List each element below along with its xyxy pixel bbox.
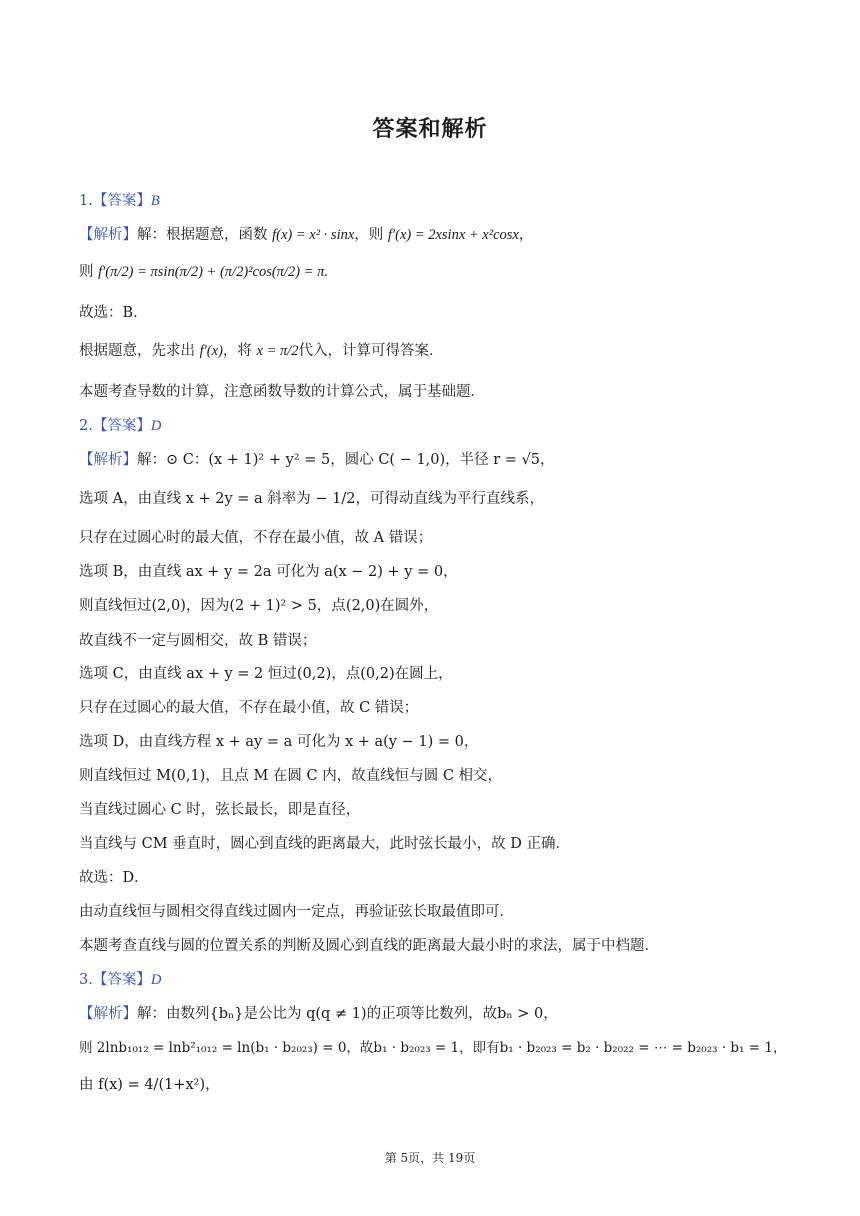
- q2-line-3: 只存在过圆心时的最大值，不存在最小值，故 A 错误；: [79, 530, 433, 546]
- q2-line-14: 由动直线恒与圆相交得直线过圆内一定点，再验证弦长取最值即可．: [79, 904, 514, 920]
- q1-choice: 故选：B．: [79, 305, 148, 321]
- q2-line-4: 选项 B，由直线 ax + y = 2a 可化为 a(x − 2) + y = 0，: [79, 564, 458, 580]
- q1-formula-x: x = π/2: [256, 343, 299, 359]
- q3-analysis-line-1: [79, 1004, 789, 1024]
- q2-answer-letter: D: [150, 418, 162, 434]
- q1-text: ，则: [354, 227, 388, 243]
- q2-line-11: 当直线过圆心 C 时，弦长最长，即是直径，: [79, 802, 361, 818]
- q1-answer-head: 1.【答案】: [79, 193, 151, 209]
- q1-text: ，: [518, 227, 534, 243]
- q1-text: 解：根据题意，函数: [137, 227, 273, 243]
- q1-analysis-tag: 【解析】: [79, 227, 137, 243]
- q1-text: ，将: [222, 343, 257, 359]
- q1-text: 根据题意，先求出: [79, 343, 200, 359]
- q3-answer-head: 3.【答案】: [79, 972, 151, 988]
- q1-answer-line: [79, 191, 789, 211]
- q1-method: [79, 341, 789, 361]
- q1-answer-letter: B: [150, 193, 160, 209]
- q3-text: 解：由数列{bₙ}是公比为 q(q ≠ 1)的正项等比数列，故bₙ > 0，: [137, 1006, 558, 1022]
- q3-answer-line: [79, 970, 789, 990]
- q2-answer-head: 2.【答案】: [79, 418, 151, 434]
- q2-text: 解：⊙ C：(x + 1)² + y² = 5，圆心 C( − 1,0)，半径 r = √5，: [137, 452, 555, 468]
- q1-text: 代入，计算可得答案．: [298, 343, 444, 359]
- q3-line-2: 则 2lnb₁₀₁₂ = lnb²₁₀₁₂ = ln(b₁ · b₂₀₂₃) = 0，故b₁ · b₂₀₂₃ = 1，即有b₁ · b₂₀₂₃ = b₂ · b₂₀₂₂ = ⋯ = b₂₀₂₃ · b₁ = 1，: [79, 1040, 787, 1056]
- q3-answer-letter: D: [150, 972, 162, 988]
- q2-line-7: 选项 C，由直线 ax + y = 2 恒过(0,2)，点(0,2)在圆上，: [79, 666, 453, 682]
- q2-line-10: 则直线恒过 M(0,1)，且点 M 在圆 C 内，故直线恒与圆 C 相交，: [79, 768, 503, 784]
- q2-analysis-line-1: [79, 450, 789, 470]
- q2-line-9: 选项 D，由直线方程 x + ay = a 可化为 x + a(y − 1) = 0，: [79, 734, 479, 750]
- q1-formula-derivative: f′(x) = 2xsinx + x²cosx: [387, 227, 519, 243]
- page-footer: 第 5页，共 19页: [384, 1151, 476, 1165]
- q2-analysis-tag: 【解析】: [79, 452, 137, 468]
- page-title: 答案和解析: [372, 117, 488, 142]
- q2-line-5: 则直线恒过(2,0)，因为(2 + 1)² > 5，点(2,0)在圆外，: [79, 598, 439, 614]
- q1-analysis-line-2: [79, 262, 789, 282]
- q2-line-12: 当直线与 CM 垂直时，圆心到直线的距离最大，此时弦长最小，故 D 正确．: [79, 836, 571, 852]
- q1-analysis-line-1: [79, 225, 789, 245]
- q1-text: 则: [79, 264, 99, 280]
- q2-line-8: 只存在过圆心的最大值，不存在最小值，故 C 错误；: [79, 700, 419, 716]
- q2-line-15: 本题考查直线与圆的位置关系的判断及圆心到直线的距离最大最小时的求法，属于中档题．: [79, 938, 659, 954]
- q3-line-3: 由 f(x) = 4/(1+x²)，: [79, 1077, 220, 1093]
- q2-line-6: 故直线不一定与圆相交，故 B 错误；: [79, 633, 317, 649]
- q2-answer-line: [79, 416, 789, 436]
- q3-analysis-tag: 【解析】: [79, 1006, 137, 1022]
- q1-formula-evaluation: f′(π/2) = πsin(π/2) + (π/2)²cos(π/2) = π.: [98, 264, 328, 280]
- q1-formula-fprime: f′(x): [199, 343, 223, 359]
- q2-line-13: 故选：D．: [79, 870, 149, 886]
- q1-formula-fx: f(x) = x² · sinx: [272, 227, 355, 243]
- q2-line-2: 选项 A，由直线 x + 2y = a 斜率为 − 1/2，可得动直线为平行直线系，: [79, 491, 544, 507]
- q1-comment: 本题考查导数的计算，注意函数导数的计算公式，属于基础题．: [79, 384, 485, 400]
